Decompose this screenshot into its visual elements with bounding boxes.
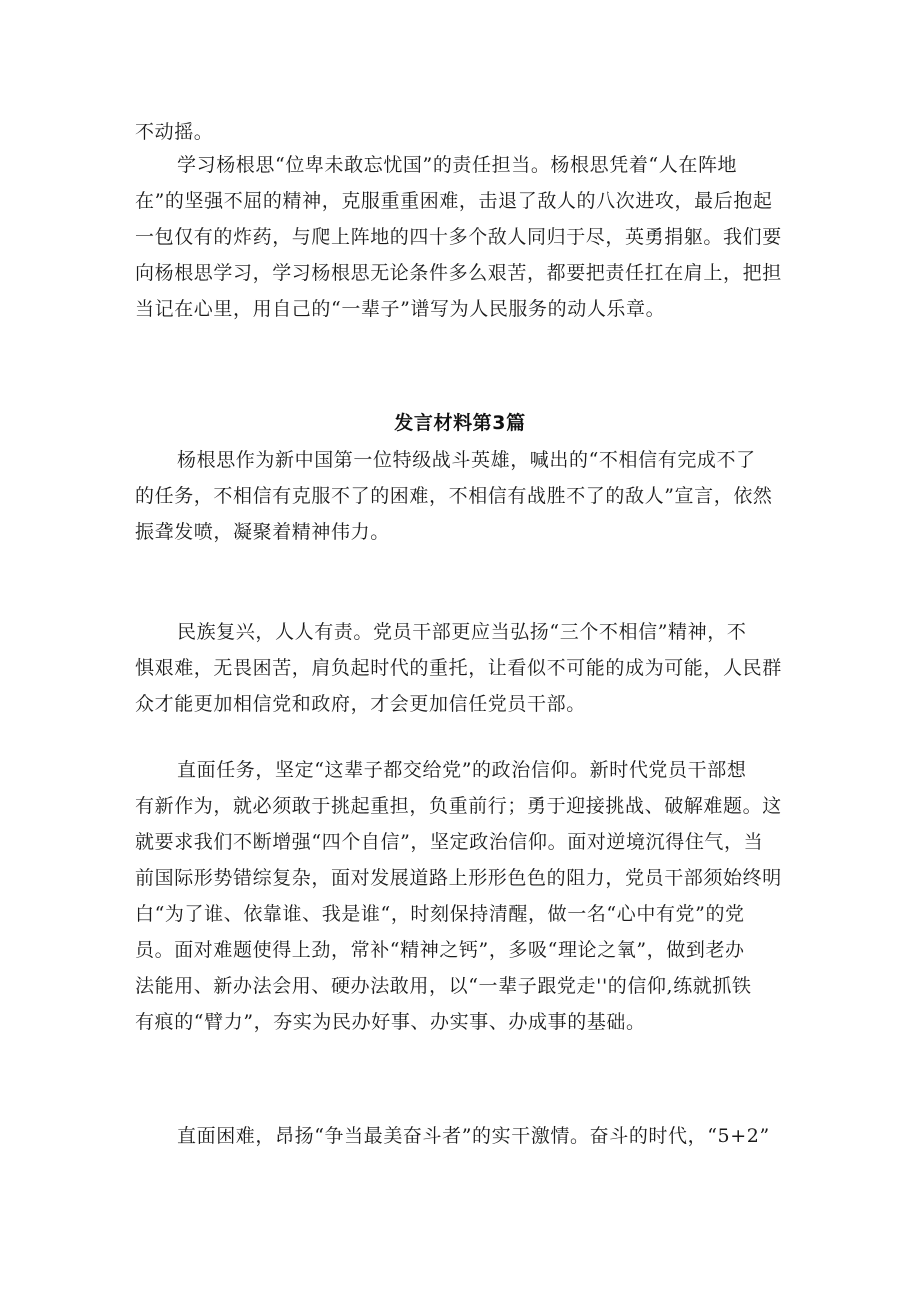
text-line: 有痕的“臂力”，夯实为民办好事、办实事、办成事的基础。: [135, 1011, 646, 1033]
text-line: 振聋发喷，凝聚着精神伟力。: [135, 521, 390, 543]
paragraph-difficulties: [135, 1118, 795, 1154]
text-line: 白“为了谁、依靠谁、我是谁“，时刻保持清醒，做一名“心中有党”的党: [135, 903, 745, 925]
text-line: 众才能更加相信党和政府，才会更加信任党员干部。: [135, 693, 586, 715]
text-line: 杨根思作为新中国第一位特级战斗英雄，喊出的“不相信有完成不了: [177, 449, 756, 471]
text-line: 直面困难，昂扬“争当最美奋斗者”的实干激情。奋斗的时代，“5+2”: [177, 1125, 770, 1147]
text-line: 的任务，不相信有克服不了的困难，不相信有战胜不了的敌人”宣言，依然: [135, 485, 773, 507]
paragraph-responsibility: [135, 147, 795, 327]
text-line: 法能用、新办法会用、硬办法敢用，以“一辈子跟党走''的信仰,练就抓铁: [135, 975, 752, 997]
section-heading: 发言材料第3篇: [394, 412, 526, 434]
text-line: 直面任务，坚定“这辈子都交给党”的政治信仰。新时代党员干部想: [177, 759, 747, 781]
text-line: 惧艰难，无畏困苦，肩负起时代的重托，让看似不可能的成为可能，人民群: [135, 657, 782, 679]
paragraph-tasks: [135, 752, 795, 1040]
text-line: 民族复兴，人人有责。党员干部更应当弘扬“三个不相信”精神，不: [177, 621, 747, 643]
text-line: 向杨根思学习，学习杨根思无论条件多么艰苦，都要把责任扛在肩上，把担: [135, 262, 782, 284]
text-line: 前国际形势错综复杂，面对发展道路上形形色色的阻力，党员干部须始终明: [135, 867, 782, 889]
text-line: 有新作为，就必须敢于挑起重担，负重前行；勇于迎接挑战、破解难题。这: [135, 795, 782, 817]
text-line: 当记在心里，用自己的“一辈子”谱写为人民服务的动人乐章。: [135, 298, 666, 320]
text-line: 在”的坚强不屈的精神，克服重重困难，击退了敌人的八次进攻，最后抱起: [135, 190, 773, 212]
paragraph-continuation: [135, 114, 795, 150]
paragraph-hero: [135, 442, 795, 550]
text-line: 就要求我们不断增强“四个自信”，坚定政治信仰。面对逆境沉得住气，当: [135, 831, 764, 853]
text-line: 一包仅有的炸药，与爬上阵地的四十多个敌人同归于尽，英勇捐躯。我们要: [135, 226, 782, 248]
text-line: 学习杨根思“位卑未敢忘忧国”的责任担当。杨根思凭着“人在阵地: [177, 154, 738, 176]
text-line: 不动摇。: [135, 121, 214, 143]
text-line: 员。面对难题使得上劲，常补“精神之钙”，多吸“理论之氧”，做到老办: [135, 939, 745, 961]
paragraph-rejuvenation: [135, 614, 795, 722]
